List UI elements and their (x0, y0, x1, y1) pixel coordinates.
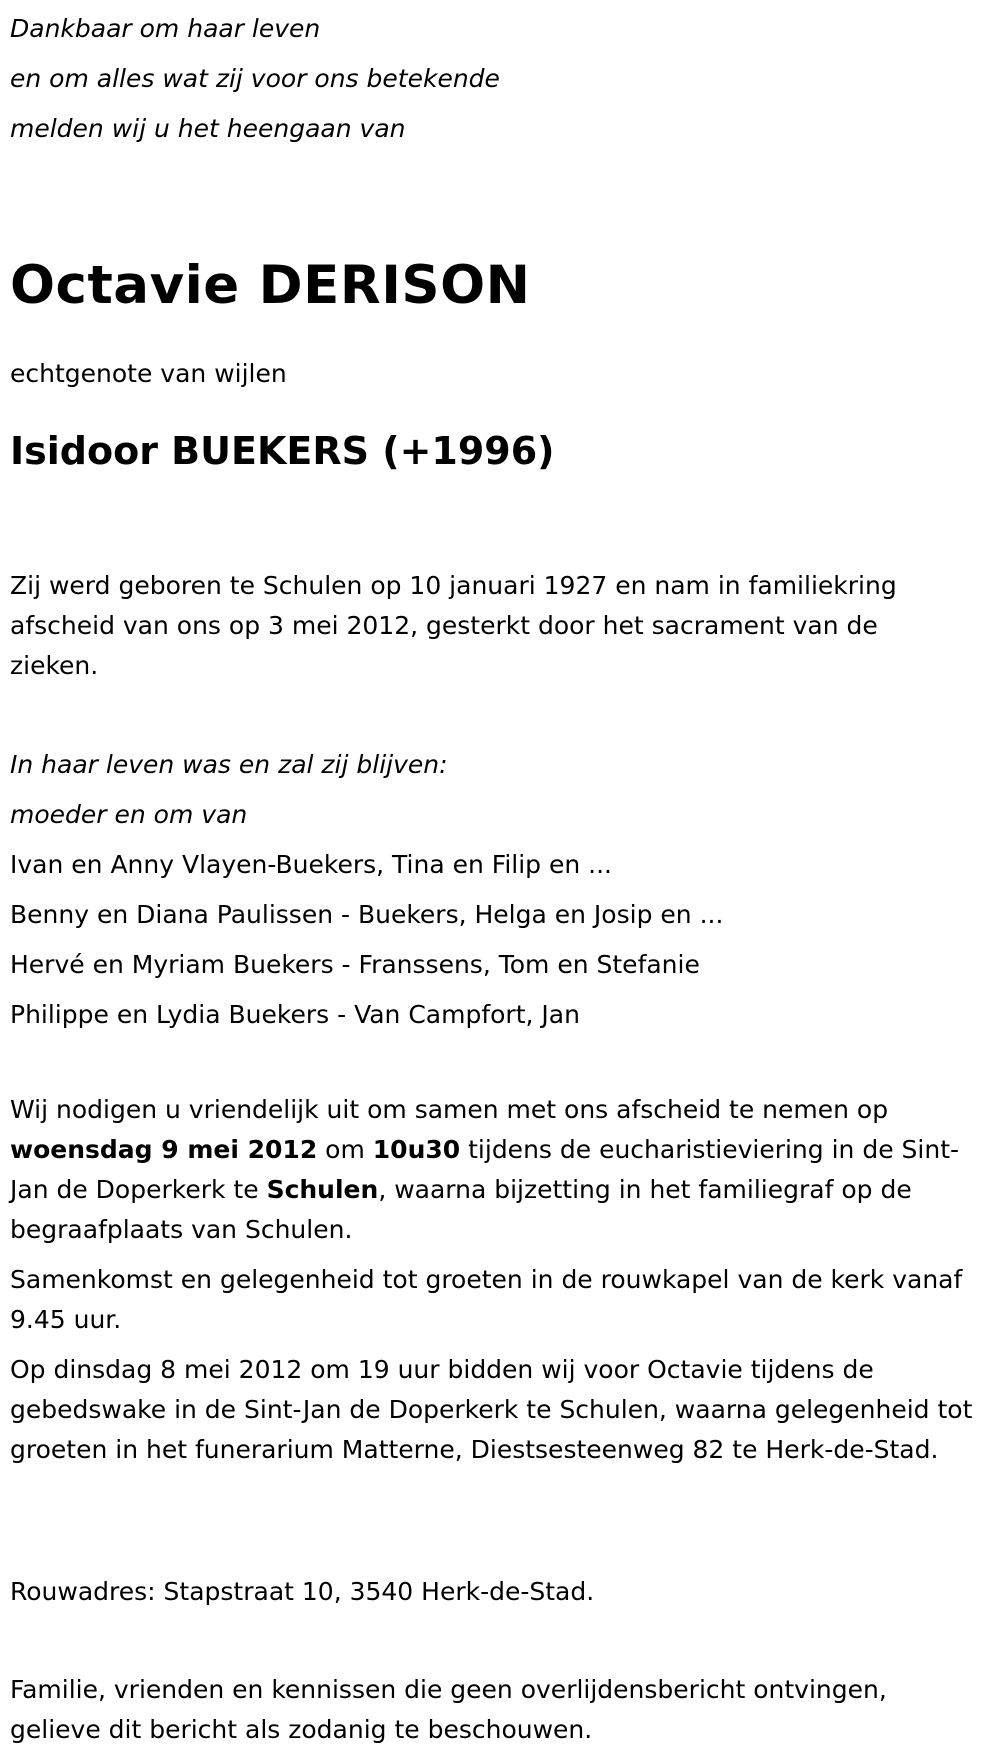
closing-paragraph: Familie, vrienden en kennissen die geen overlijdensbericht ontvingen, gelieve dit bericht als zodanig te beschouwen. (10, 1675, 887, 1744)
family-member: Philippe en Lydia Buekers - Van Campfort, Jan (10, 1000, 580, 1029)
intro-line-1: Dankbaar om haar leven (10, 14, 321, 43)
intro-line-2: en om alles wat zij voor ons betekende (10, 64, 500, 93)
family-block (10, 740, 970, 1040)
wake-paragraph: Op dinsdag 8 mei 2012 om 19 uur bidden wij voor Octavie tijdens de gebedswake in de Sint-Jan de Doperkerk te Schulen, waarna gelegenheid tot groeten in het funerarium Matterne, Diestsesteenweg 82 te Herk-de-Stad. (10, 1355, 973, 1464)
funeral-text: om (317, 1135, 373, 1164)
gathering-paragraph: Samenkomst en gelegenheid tot groeten in de rouwkapel van de kerk vanaf 9.45 uur. (10, 1265, 963, 1334)
family-member: Hervé en Myriam Buekers - Franssens, Tom en Stefanie (10, 950, 700, 979)
funeral-invitation (10, 1090, 985, 1250)
spouse-name: Isidoor BUEKERS (+1996) (10, 429, 555, 473)
family-member: Ivan en Anny Vlayen-Buekers, Tina en Filip en ... (10, 850, 613, 879)
family-intro-2: moeder en om van (10, 800, 248, 829)
funeral-time: 10u30 (372, 1135, 461, 1164)
intro-block (10, 0, 990, 154)
funeral-text: , waarna bijzetting in het familiegraf op de begraafplaats van Schulen. (10, 1175, 912, 1244)
funeral-text: Wij nodigen u vriendelijk uit om samen met ons afscheid te nemen op (10, 1095, 889, 1124)
family-member: Benny en Diana Paulissen - Buekers, Helga en Josip en ... (10, 900, 724, 929)
funeral-block (10, 1090, 985, 1480)
mourning-address: Rouwadres: Stapstraat 10, 3540 Herk-de-Stad. (10, 1577, 595, 1606)
funeral-date: woensdag 9 mei 2012 (10, 1135, 318, 1164)
funeral-text: tijdens de eucharistieviering in de Sint-Jan de Doperkerk te (10, 1135, 960, 1204)
funeral-place: Schulen (266, 1175, 379, 1204)
deceased-name: Octavie DERISON (10, 255, 531, 316)
birth-paragraph: Zij werd geboren te Schulen op 10 januari 1927 en nam in familiekring afscheid van ons op 3 mei 2012, gesterkt door het sacrament van de zieken. (10, 571, 897, 680)
family-intro-1: In haar leven was en zal zij blijven: (10, 750, 448, 779)
spouse-relation: echtgenote van wijlen (10, 359, 287, 388)
intro-line-3: melden wij u het heengaan van (10, 114, 406, 143)
